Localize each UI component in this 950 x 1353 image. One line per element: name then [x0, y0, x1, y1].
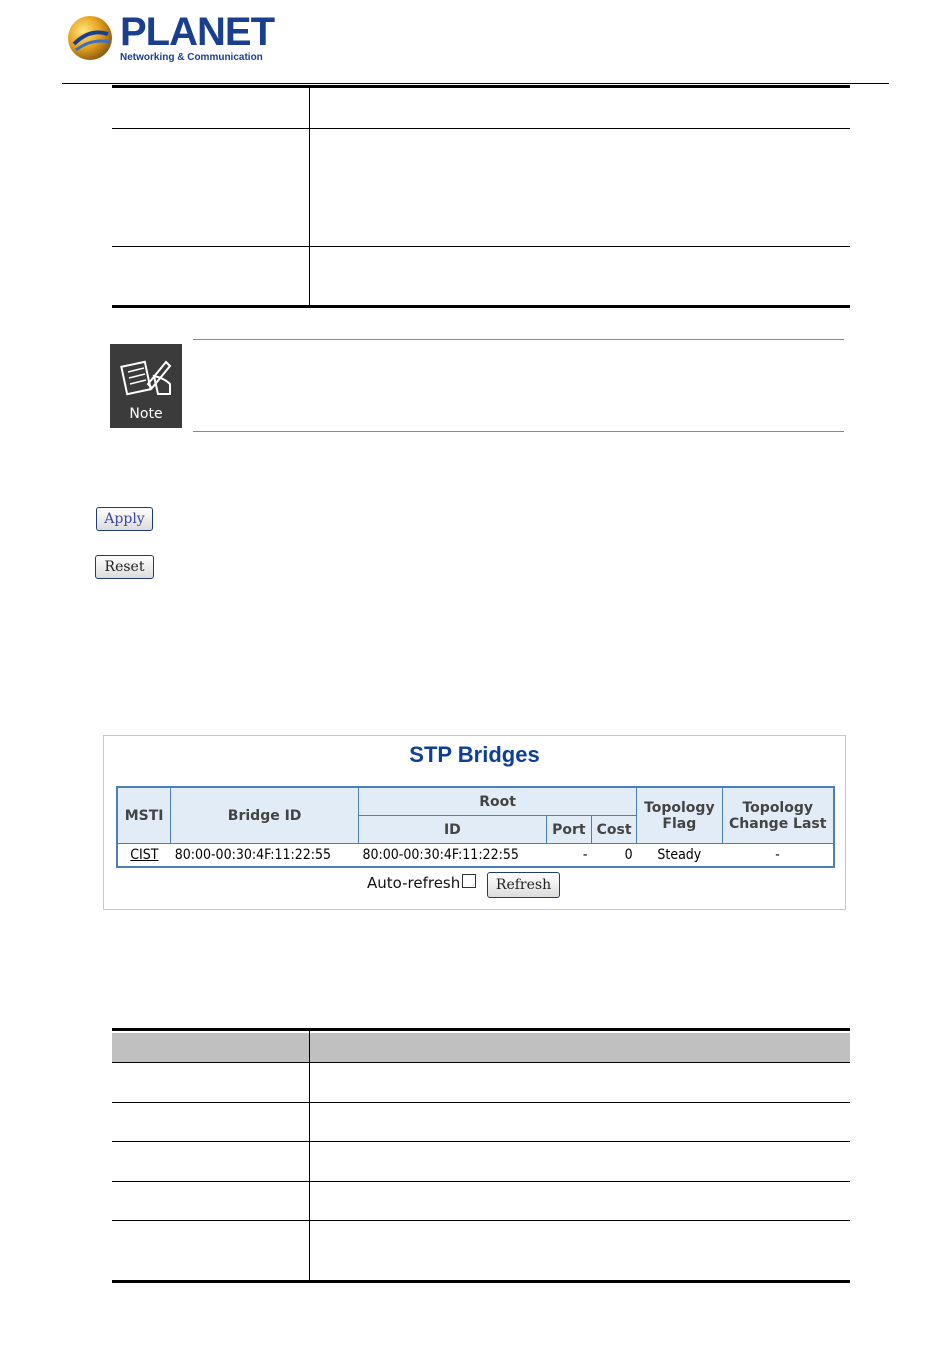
header-root-cost: Cost: [591, 816, 636, 844]
planet-logo-icon: [66, 14, 114, 62]
note-top-rule: [193, 339, 844, 340]
root-cost-cell: 0: [591, 844, 636, 868]
root-port-cell: -: [546, 844, 591, 868]
apply-button[interactable]: Apply: [96, 507, 153, 531]
reset-button[interactable]: Reset: [95, 555, 154, 579]
header-topology-change-last: Topology Change Last: [722, 787, 834, 844]
refresh-button[interactable]: Refresh: [487, 872, 560, 898]
header-root-port: Port: [546, 816, 591, 844]
msti-cist-link[interactable]: CIST: [130, 847, 159, 863]
header-root: Root: [359, 787, 637, 816]
table-row: [117, 844, 834, 868]
logo-wordmark: PLANET: [120, 10, 274, 54]
header-root-id: ID: [359, 816, 547, 844]
auto-refresh-label: Auto-refresh: [367, 874, 461, 892]
root-id-cell: 80:00-00:30:4F:11:22:55: [359, 844, 547, 868]
topology-flag-cell: Steady: [637, 844, 722, 868]
header-bridge-id: Bridge ID: [171, 787, 359, 844]
note-icon: [110, 344, 182, 428]
stp-bridges-table: [116, 786, 835, 868]
note-bottom-rule: [193, 431, 844, 432]
topology-change-last-cell: -: [722, 844, 834, 868]
header-msti: MSTI: [117, 787, 171, 844]
stp-bridges-title: STP Bridges: [409, 742, 540, 767]
auto-refresh-checkbox[interactable]: [462, 874, 476, 888]
table-header-band: [112, 1033, 850, 1062]
bridge-id-cell: 80:00-00:30:4F:11:22:55: [171, 844, 359, 868]
header-divider: [62, 83, 889, 84]
header-topology-flag: Topology Flag: [637, 787, 722, 844]
logo-subtitle: Networking & Communication: [120, 52, 263, 63]
note-icon-label: Note: [129, 406, 163, 422]
